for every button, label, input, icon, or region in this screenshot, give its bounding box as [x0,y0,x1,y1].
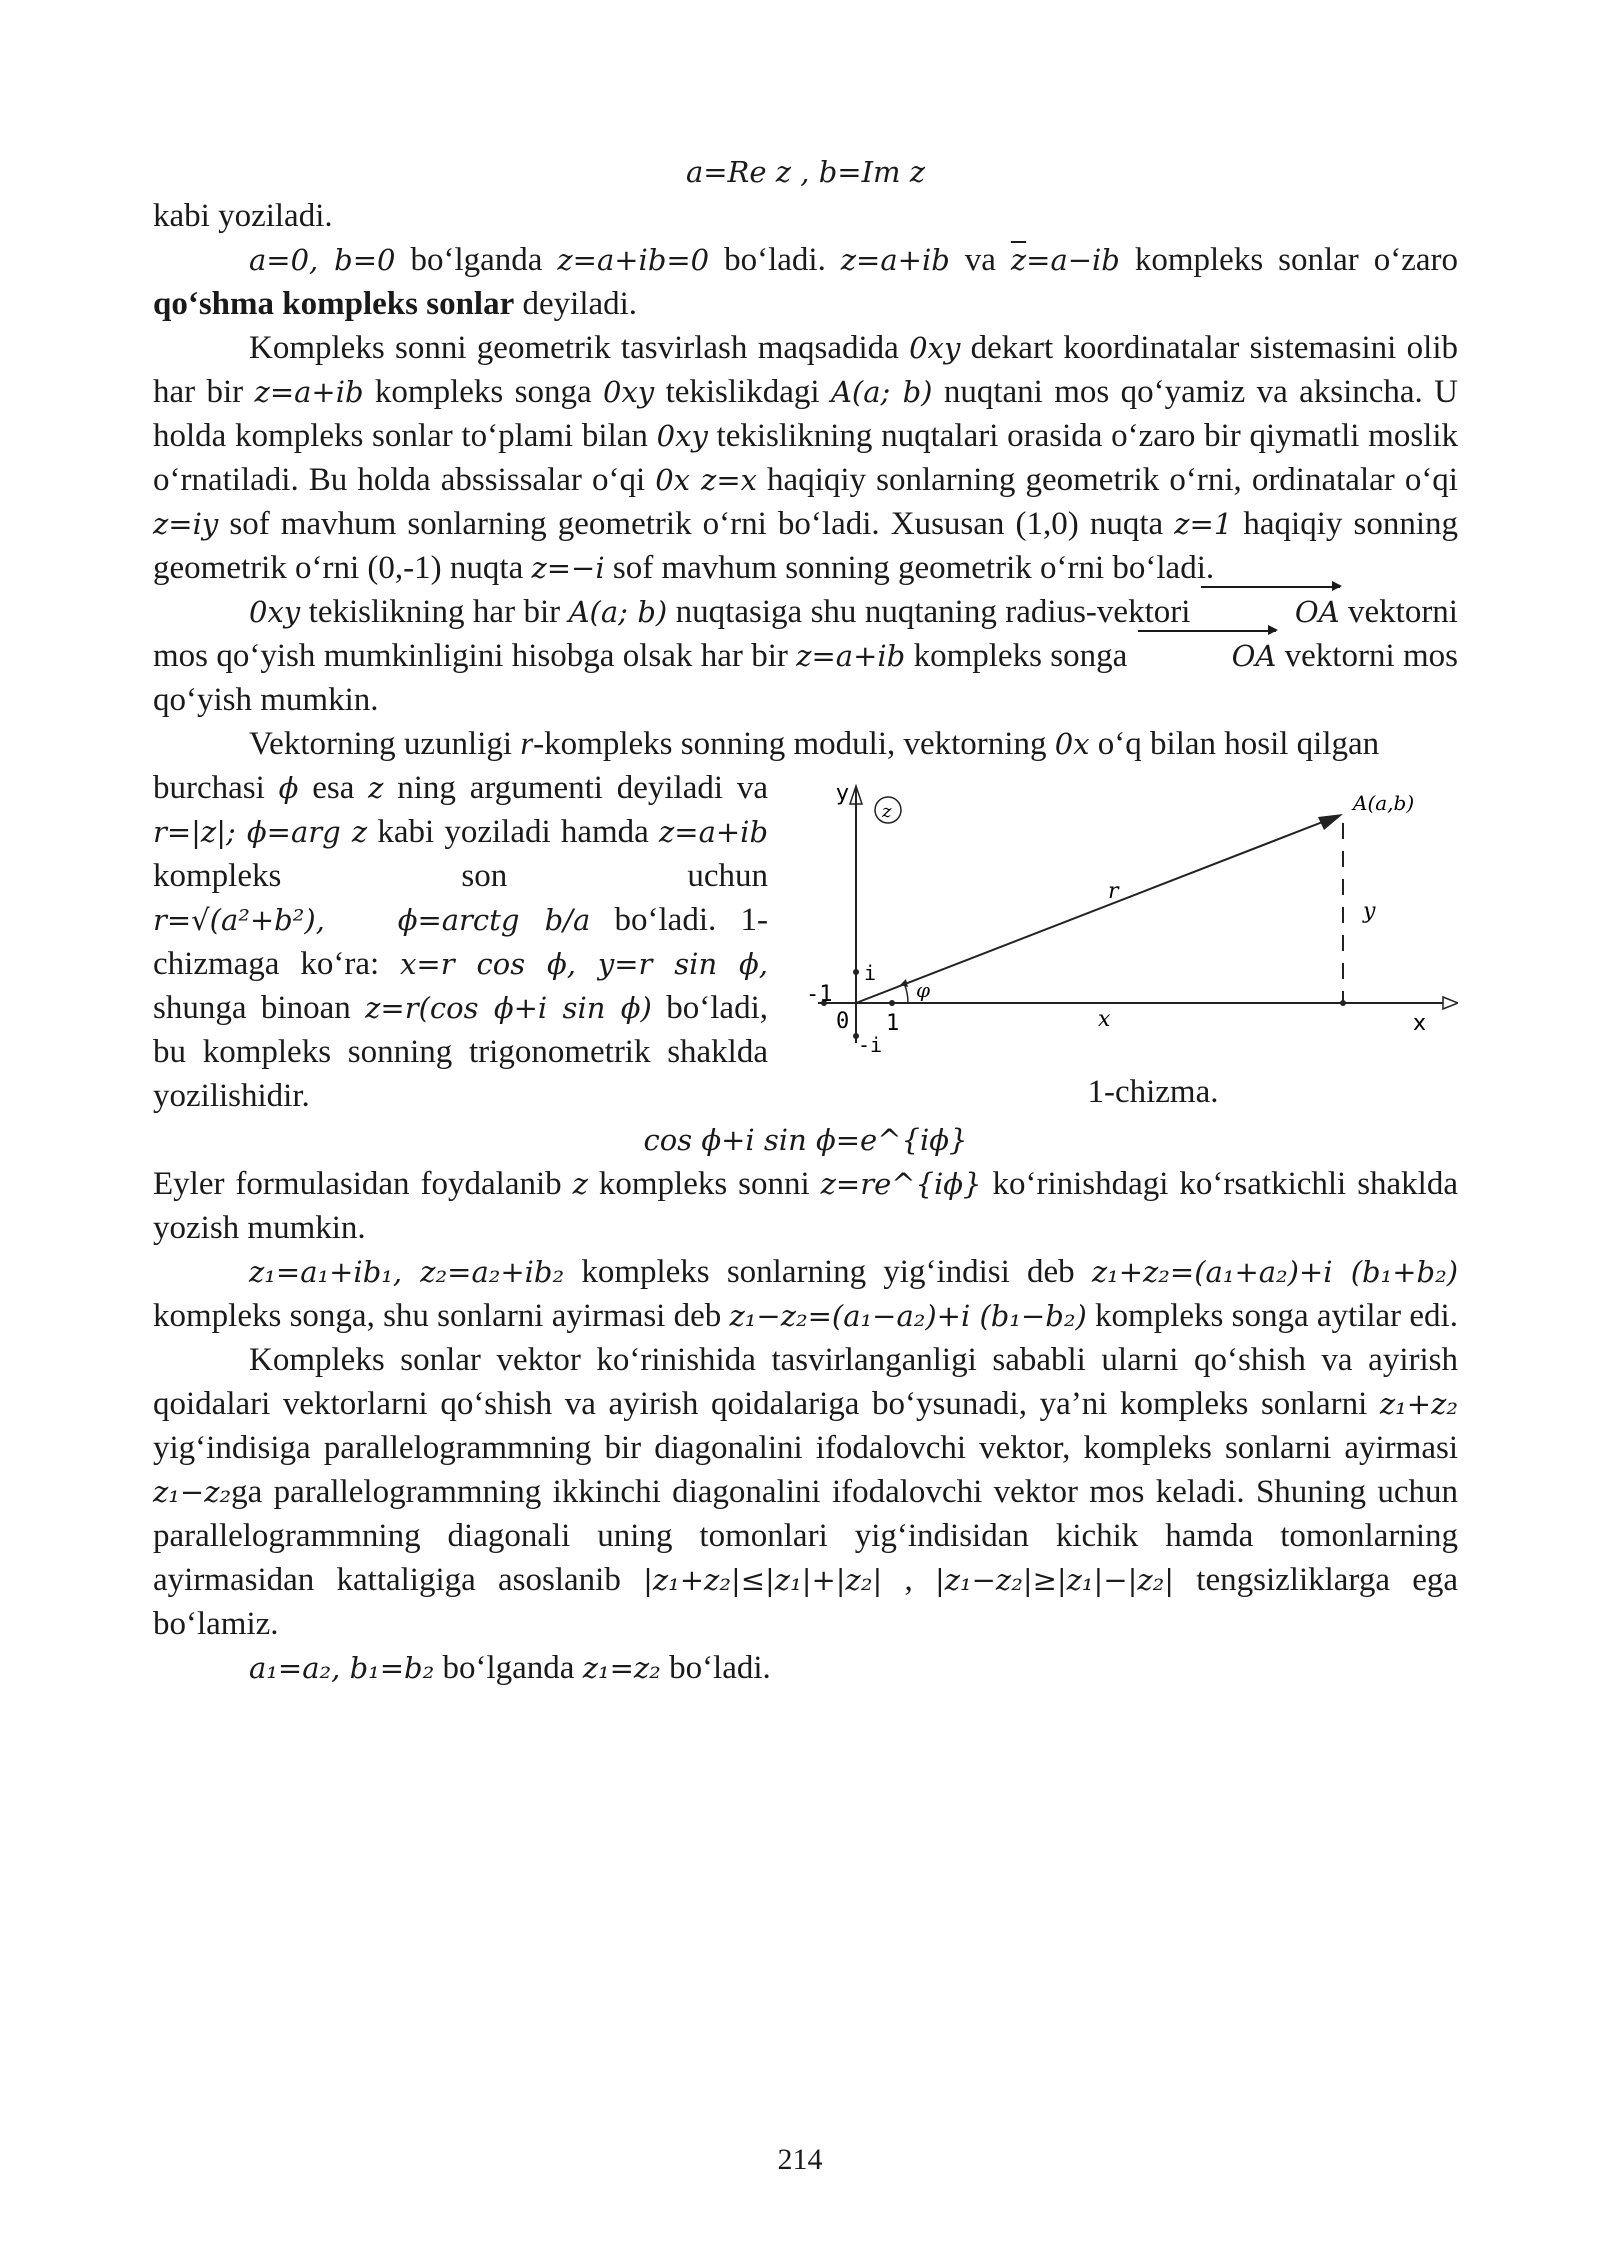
paragraph-1: kabi yoziladi. a=0, b=0 bo‘lganda z=a+ib=0 bo‘ladi. z=a+ib va $\overline{z}=a-ib$ kompleks sonlar o‘zaro qo‘shma kompleks sonlar deyiladi. [153,198,1458,322]
point-i [853,969,859,975]
paragraph-8: a₁=a₂, b₁=b₂ bo‘lganda z₁=z₂ bo‘ladi. [249,1650,771,1686]
paragraph-7: Kompleks sonlar vektor ko‘rinishida tasvirlanganligi sababli ularni qo‘shish va ayirish qoidalari vektorlarni qo‘shish va ayirish qoidalariga bo‘ysunadi, ya’ni kompleks sonlarni z₁+z₂ yig‘indisiga parallelogrammning bir diagonalini ifodalovchi vektor, kompleks sonlarni ayirmasi z₁−z₂ga parallelogrammning ikkinchi diagonalini ifodalovchi vektor mos keladi. Shuning uchun parallelogrammning diagonali uning tomonlari yig‘indisidan kichik hamda tomonlarning ayirmasidan kattaligiga asoslanib |z₁+z₂|≤|z₁|+|z₂| , |z₁−z₂|≥|z₁|−|z₂| tengsizliklarga ega bo‘lamiz. [153,1342,1458,1642]
formula-text: a=Re z , b=Im z [685,155,926,189]
formula-euler: cos ϕ+i sin ϕ=e^{iϕ} [643,1123,968,1157]
page-body [153,150,1458,1690]
vector-oa: OA [1136,634,1277,678]
x-axis-arrow-icon [1443,997,1458,1009]
paragraph-6: z₁=a₁+ib₁, z₂=a₂+ib₂ kompleks sonlarning yig‘indisi deb z₁+z₂=(a₁+a₂)+i (b₁+b₂) kompleks songa, shu sonlarni ayirmasi deb z₁−z₂=(a₁−a₂)+i (b₁−b₂) kompleks songa aytilar edi. [153,1254,1459,1334]
label-y-ordinate: y [1363,899,1376,924]
figure-caption: 1-chizma. [1087,1074,1219,1110]
label-x-axis: x [1413,1011,1427,1036]
radius-vector [856,816,1338,1003]
paragraph-2: Kompleks sonni geometrik tasvirlash maqsadida 0xy dekart koordinatalar sistemasini olib har bir z=a+ib kompleks songa 0xy tekislikdagi A(a; b) nuqtani mos qo‘yamiz va aksincha. U holda kompleks sonlar to‘plami bilan 0xy tekislikning nuqtalari orasida o‘zaro bir qiymatli moslik o‘rnatiladi. Bu holda abssissalar o‘qi 0x z=x haqiqiy sonlarning geometrik o‘rni, ordinatalar o‘qi z=iy sof mavhum sonlarning geometrik o‘rni bo‘ladi. Xususan (1,0) nuqta z=1 haqiqiy sonning geometrik o‘rni (0,-1) nuqta z=−i sof mavhum sonning geometrik o‘rni bo‘ladi. [153,330,1459,586]
page-number: 214 [777,2143,823,2176]
label-1: 1 [886,1011,900,1036]
paragraph-argument: burchasi ϕ esa z ning argumenti deyiladi va r=|z|; ϕ=arg z kabi yoziladi hamda z=a+ib kompleks son uchun r=√(a²+b²), ϕ=arctg b/a bo‘ladi. 1-chizmaga ko‘ra: x=r cos ϕ, y=r sin ϕ, shunga binoan z=r(cos ϕ+i sin ϕ) bo‘ladi, bu kompleks sonning trigonometrik shaklda yozilishidir. [153,770,769,1114]
paragraph-5: Eyler formulasidan foydalanib z kompleks sonni z=re^{iϕ} ko‘rinishdagi ko‘rsatkichli shaklda yozish mumkin. [153,1166,1458,1246]
label-minus-i: -i [858,1033,883,1057]
vector-arrowhead-icon [1318,814,1343,830]
complex-plane-diagram [798,768,1458,1068]
label-origin: 0 [836,1009,850,1034]
formula-re-im [153,150,1458,194]
point-1 [889,1000,895,1006]
vector-oa: OA [1199,590,1340,634]
label-minus-1: -1 [806,982,833,1007]
label-i: i [864,961,877,985]
label-z: z [882,801,892,822]
figure-1 [798,768,1458,1118]
point-a [1340,1000,1346,1006]
paragraph-3: 0xy tekislikning har bir A(a; b) nuqtasiga shu nuqtaning radius-vektori OA vektorni mos qo‘yish mumkinligini hisobga olsak har bir z=a+ib kompleks songa OA vektorni mos qo‘yish mumkin. [153,590,1458,722]
label-y-axis: y [836,781,850,806]
label-phi: φ [916,978,931,1002]
term-conjugate: qo‘shma kompleks sonlar [153,286,515,322]
label-point-a: A(a,b) [1353,791,1415,815]
text-with-figure [153,766,1458,1118]
paragraph-4: Vektorning uzunligi r-kompleks sonning moduli, vektorning 0x o‘q bilan hosil qilgan [249,726,1380,762]
label-x-segment: x [1098,1007,1111,1032]
label-r: r [1108,879,1119,904]
